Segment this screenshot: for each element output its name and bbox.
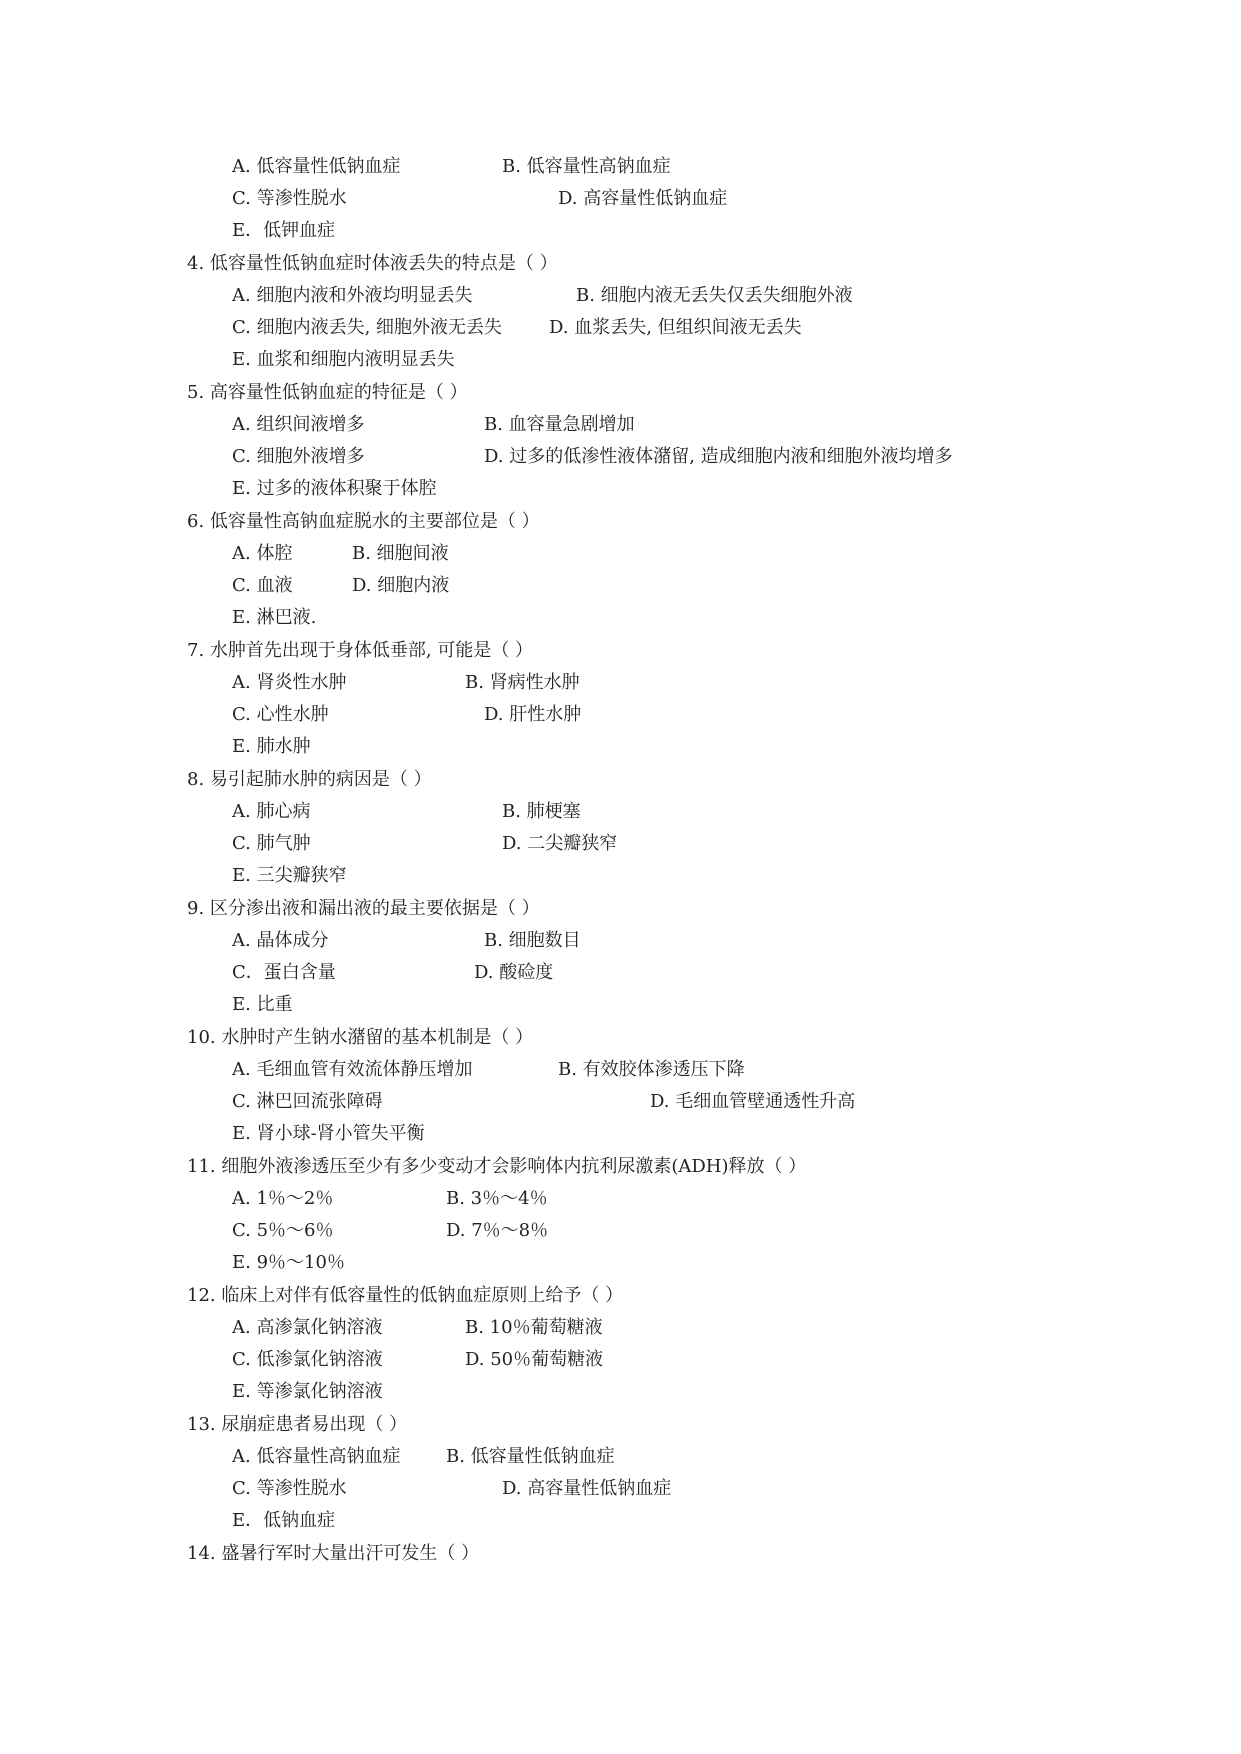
q3-option-c: C. 等渗性脱水	[232, 188, 347, 209]
q5-option-b: B. 血容量急剧增加	[484, 414, 635, 435]
q4-option-a: A. 细胞内液和外液均明显丢失	[232, 285, 473, 306]
q4-option-d: D. 血浆丢失, 但组织间液无丢失	[549, 317, 802, 338]
q9-option-c: C．蛋白含量	[232, 962, 336, 983]
q6-option-c: C. 血液	[232, 575, 293, 596]
q12-option-d: D. 50％葡萄糖液	[465, 1349, 604, 1370]
q13-option-a: A. 低容量性高钠血症	[232, 1446, 401, 1467]
q4-stem: 4. 低容量性低钠血症时体液丢失的特点是（ ）	[187, 253, 558, 274]
q10-option-e: E. 肾小球-肾小管失平衡	[232, 1123, 425, 1144]
q7-option-d: D. 肝性水肿	[484, 704, 582, 725]
q10-option-b: B. 有效胶体渗透压下降	[558, 1059, 745, 1080]
q4-option-b: B. 细胞内液无丢失仅丢失细胞外液	[576, 285, 853, 306]
q9-stem: 9. 区分渗出液和漏出液的最主要依据是（ ）	[187, 898, 540, 919]
q10-option-a: A. 毛细血管有效流体静压增加	[232, 1059, 473, 1080]
q12-option-a: A. 高渗氯化钠溶液	[232, 1317, 383, 1338]
q12-option-c: C. 低渗氯化钠溶液	[232, 1349, 383, 1370]
q8-option-e: E. 三尖瓣狭窄	[232, 865, 347, 886]
q10-stem: 10. 水肿时产生钠水潴留的基本机制是（ ）	[187, 1027, 534, 1048]
q9-option-d: D. 酸硷度	[474, 962, 554, 983]
q3-option-a: A. 低容量性低钠血症	[232, 156, 401, 177]
q13-option-b: B. 低容量性低钠血症	[446, 1446, 615, 1467]
q3-option-d: D. 高容量性低钠血症	[558, 188, 728, 209]
q11-option-c: C. 5％～6％	[232, 1220, 334, 1241]
q13-option-d: D. 高容量性低钠血症	[502, 1478, 672, 1499]
q7-option-b: B. 肾病性水肿	[465, 672, 580, 693]
q8-option-b: B. 肺梗塞	[502, 801, 581, 822]
q10-option-d: D. 毛细血管壁通透性升高	[650, 1091, 856, 1112]
q6-stem: 6. 低容量性高钠血症脱水的主要部位是（ ）	[187, 511, 540, 532]
q5-option-e: E. 过多的液体积聚于体腔	[232, 478, 437, 499]
q12-stem: 12. 临床上对伴有低容量性的低钠血症原则上给予（ ）	[187, 1285, 624, 1306]
q9-option-b: B. 细胞数目	[484, 930, 581, 951]
q13-option-c: C. 等渗性脱水	[232, 1478, 347, 1499]
q9-option-a: A. 晶体成分	[232, 930, 329, 951]
q3-option-e: E．低钾血症	[232, 220, 336, 241]
q3-option-b: B. 低容量性高钠血症	[502, 156, 671, 177]
q8-stem: 8. 易引起肺水肿的病因是（ ）	[187, 769, 432, 790]
q6-option-b: B. 细胞间液	[352, 543, 449, 564]
q11-stem: 11. 细胞外液渗透压至少有多少变动才会影响体内抗利尿激素(ADH)释放（ ）	[187, 1156, 807, 1177]
q5-stem: 5. 高容量性低钠血症的特征是（ ）	[187, 382, 468, 403]
q7-stem: 7. 水肿首先出现于身体低垂部, 可能是（ ）	[187, 640, 534, 661]
q5-option-d: D. 过多的低渗性液体潴留, 造成细胞内液和细胞外液均增多	[484, 446, 953, 467]
q8-option-c: C. 肺气肿	[232, 833, 311, 854]
q12-option-b: B. 10％葡萄糖液	[465, 1317, 603, 1338]
q11-option-e: E. 9％～10％	[232, 1252, 345, 1273]
q13-stem: 13. 尿崩症患者易出现（ ）	[187, 1414, 408, 1435]
q5-option-a: A. 组织间液增多	[232, 414, 365, 435]
q6-option-d: D. 细胞内液	[352, 575, 450, 596]
q8-option-d: D. 二尖瓣狭窄	[502, 833, 618, 854]
q11-option-a: A. 1％～2％	[232, 1188, 334, 1209]
q5-option-c: C. 细胞外液增多	[232, 446, 365, 467]
q9-option-e: E. 比重	[232, 994, 293, 1015]
q7-option-a: A. 肾炎性水肿	[232, 672, 347, 693]
q7-option-c: C. 心性水肿	[232, 704, 329, 725]
q4-option-e: E. 血浆和细胞内液明显丢失	[232, 349, 455, 370]
q12-option-e: E. 等渗氯化钠溶液	[232, 1381, 383, 1402]
q8-option-a: A. 肺心病	[232, 801, 311, 822]
q11-option-b: B. 3％～4％	[446, 1188, 548, 1209]
q6-option-a: A. 体腔	[232, 543, 293, 564]
q14-stem: 14. 盛暑行军时大量出汗可发生（ ）	[187, 1543, 480, 1564]
q7-option-e: E. 肺水肿	[232, 736, 311, 757]
q4-option-c: C. 细胞内液丢失, 细胞外液无丢失	[232, 317, 503, 338]
q10-option-c: C. 淋巴回流张障碍	[232, 1091, 383, 1112]
q6-option-e: E. 淋巴液.	[232, 607, 317, 628]
q11-option-d: D. 7％～8％	[446, 1220, 549, 1241]
q13-option-e: E．低钠血症	[232, 1510, 336, 1531]
